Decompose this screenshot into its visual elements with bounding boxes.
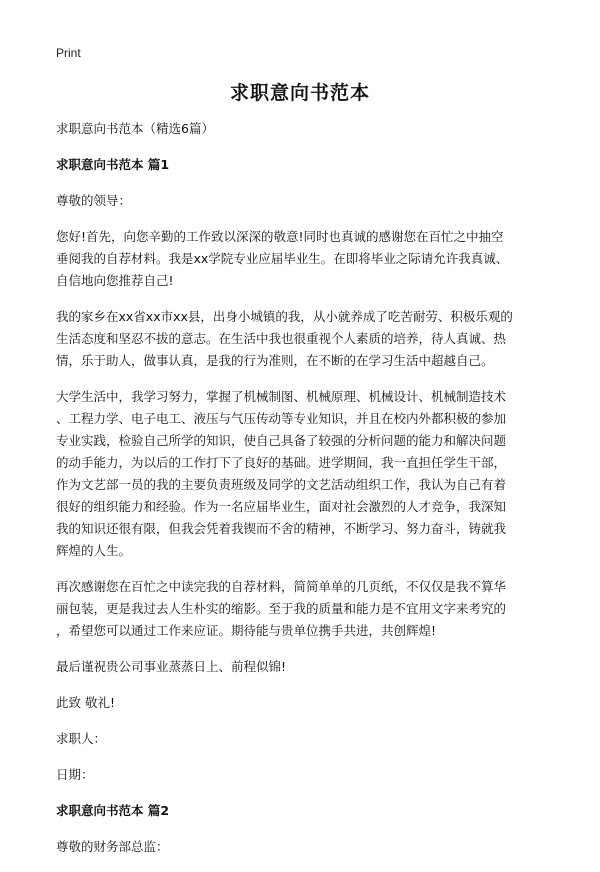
paragraph-line: 辉煌的人生。 [56, 543, 132, 558]
section-heading-2: 求职意向书范本 篇2 [56, 803, 170, 818]
paragraph-line: 我的家乡在xx省xx市xx县，出身小城镇的我，从小就养成了吃苦耐劳、积极乐观的 [56, 309, 513, 324]
print-label[interactable]: Print [56, 46, 81, 60]
closing-salute: 此致 敬礼! [56, 695, 115, 710]
document-title: 求职意向书范本 [229, 82, 370, 104]
document-subtitle: 求职意向书范本（精选6篇） [56, 121, 214, 136]
paragraph-line: 生活态度和坚忍不拔的意志。在生活中我也很重视个人素质的培养，待人真诚、热 [56, 331, 507, 346]
paragraph-wishes: 最后谨祝贵公司事业蒸蒸日上、前程似锦! [56, 659, 287, 674]
paragraph-thanks [56, 576, 548, 642]
applicant-label: 求职人： [56, 731, 107, 746]
date-label: 日期： [56, 767, 94, 782]
salutation-2: 尊敬的财务部总监： [56, 839, 169, 854]
paragraph-line: 的动手能力，为以后的工作打下了良好的基础。进学期间，我一直担任学生干部， [56, 455, 507, 470]
document-body [56, 118, 548, 872]
paragraph-line: 专业实践，检验自己所学的知识，使自己具备了较强的分析问题的能力和解决问题 [56, 433, 507, 448]
paragraph-line: 大学生活中，我学习努力，掌握了机械制图、机械原理、机械设计、机械制造技术 [56, 389, 507, 404]
paragraph-line: 再次感谢您在百忙之中读完我的自荐材料，简简单单的几页纸，不仅仅是我不算华 [56, 579, 507, 594]
section-heading-1: 求职意向书范本 篇1 [56, 157, 170, 172]
paragraph-line: 、工程力学、电子电工、液压与气压传动等专业知识，并且在校内外都积极的参加 [56, 411, 507, 426]
paragraph-intro [56, 226, 548, 292]
paragraph-line: 作为文艺部一员的我的主要负责班级及同学的文艺活动组织工作，我认为自己有着 [56, 477, 507, 492]
paragraph-university [56, 386, 548, 562]
paragraph-line: 丽包装，更是我过去人生朴实的缩影。至于我的质量和能力是不宜用文字来考究的 [56, 601, 507, 616]
paragraph-line: 自信地向您推荐自己! [56, 273, 174, 288]
paragraph-line: 很好的组织能力和经验。作为一名应届毕业生，面对社会激烈的人才竞争，我深知 [56, 499, 507, 514]
paragraph-line: ，希望您可以通过工作来应证。期待能与贵单位携手共进，共创辉煌! [56, 623, 437, 638]
paragraph-line: 您好!首先，向您辛勤的工作致以深深的敬意!同时也真诚的感谢您在百忙之中抽空 [56, 229, 504, 244]
paragraph-hometown [56, 306, 548, 372]
paragraph-line: 我的知识还很有限，但我会凭着我锲而不舍的精神，不断学习、努力奋斗，铸就我 [56, 521, 507, 536]
salutation-1: 尊敬的领导： [56, 193, 132, 208]
paragraph-line: 垂阅我的自荐材料。我是xx学院专业应届毕业生。在即将毕业之际请允许我真诚、 [56, 251, 509, 266]
paragraph-line: 情，乐于助人，做事认真，是我的行为准则，在不断的在学习生活中超越自己。 [56, 353, 494, 368]
